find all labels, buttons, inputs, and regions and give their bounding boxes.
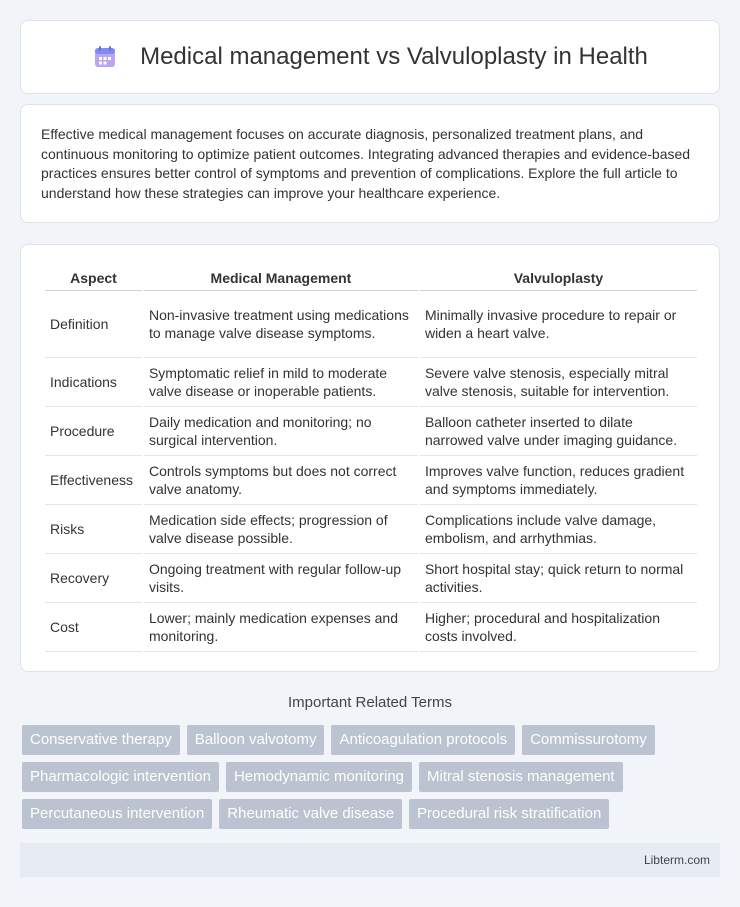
table-row [45, 505, 697, 554]
page-title: Medical management vs Valvuloplasty in Health [140, 43, 648, 70]
header-valvuloplasty: Valvuloplasty [420, 265, 697, 291]
cell-valvuloplasty: Balloon catheter inserted to dilate narrowed valve under imaging guidance. [420, 407, 697, 456]
tag-row [22, 799, 722, 829]
tag-percutaneous-intervention[interactable]: Percutaneous intervention [22, 799, 212, 829]
tag-rheumatic-valve-disease[interactable]: Rheumatic valve disease [219, 799, 402, 829]
cell-medical: Non-invasive treatment using medications to manage valve disease symptoms. [144, 291, 418, 358]
table-row [45, 407, 697, 456]
cell-aspect: Indications [45, 358, 142, 407]
table-row [45, 554, 697, 603]
cell-aspect: Risks [45, 505, 142, 554]
tag-hemodynamic-monitoring[interactable]: Hemodynamic monitoring [226, 762, 412, 792]
table-header-row [45, 265, 697, 291]
calendar-icon [92, 44, 118, 70]
intro-card [20, 104, 720, 223]
table-row [45, 603, 697, 652]
table-row [45, 358, 697, 407]
cell-medical: Symptomatic relief in mild to moderate valve disease or inoperable patients. [144, 358, 418, 407]
related-terms-list [22, 725, 722, 836]
cell-valvuloplasty: Complications include valve damage, embolism, and arrhythmias. [420, 505, 697, 554]
tag-conservative-therapy[interactable]: Conservative therapy [22, 725, 180, 755]
tag-balloon-valvotomy[interactable]: Balloon valvotomy [187, 725, 325, 755]
cell-valvuloplasty: Minimally invasive procedure to repair or widen a heart valve. [420, 291, 697, 358]
cell-valvuloplasty: Short hospital stay; quick return to normal activities. [420, 554, 697, 603]
footer [20, 843, 720, 877]
cell-medical: Medication side effects; progression of valve disease possible. [144, 505, 418, 554]
tag-anticoagulation-protocols[interactable]: Anticoagulation protocols [331, 725, 515, 755]
cell-valvuloplasty: Higher; procedural and hospitalization costs involved. [420, 603, 697, 652]
cell-aspect: Definition [45, 291, 142, 358]
tag-pharmacologic-intervention[interactable]: Pharmacologic intervention [22, 762, 219, 792]
tag-commissurotomy[interactable]: Commissurotomy [522, 725, 655, 755]
cell-aspect: Recovery [45, 554, 142, 603]
intro-text: Effective medical management focuses on accurate diagnosis, personalized treatment plans, and continuous monitoring to optimize patient outcomes. Integrating advanced therapies and evidence-based practices ensures better control of symptoms and prevention of complications. Explore the full article to understand how these strategies can improve your healthcare experience. [41, 126, 691, 201]
cell-medical: Lower; mainly medication expenses and monitoring. [144, 603, 418, 652]
tag-row [22, 725, 722, 755]
related-terms-heading: Important Related Terms [288, 694, 452, 711]
cell-aspect: Effectiveness [45, 456, 142, 505]
footer-brand-link[interactable]: Libterm.com [643, 853, 710, 867]
tag-row [22, 762, 722, 792]
cell-aspect: Procedure [45, 407, 142, 456]
cell-valvuloplasty: Improves valve function, reduces gradient and symptoms immediately. [420, 456, 697, 505]
table-row [45, 456, 697, 505]
comparison-table [43, 265, 699, 652]
table-row [45, 291, 697, 358]
tag-mitral-stenosis-management[interactable]: Mitral stenosis management [419, 762, 623, 792]
header-aspect: Aspect [45, 265, 142, 291]
cell-medical: Controls symptoms but does not correct valve anatomy. [144, 456, 418, 505]
cell-medical: Daily medication and monitoring; no surgical intervention. [144, 407, 418, 456]
cell-aspect: Cost [45, 603, 142, 652]
cell-medical: Ongoing treatment with regular follow-up visits. [144, 554, 418, 603]
comparison-card [20, 244, 720, 672]
header-medical-management: Medical Management [144, 265, 418, 291]
tag-procedural-risk-stratification[interactable]: Procedural risk stratification [409, 799, 609, 829]
cell-valvuloplasty: Severe valve stenosis, especially mitral valve stenosis, suitable for intervention. [420, 358, 697, 407]
title-card [20, 20, 720, 94]
